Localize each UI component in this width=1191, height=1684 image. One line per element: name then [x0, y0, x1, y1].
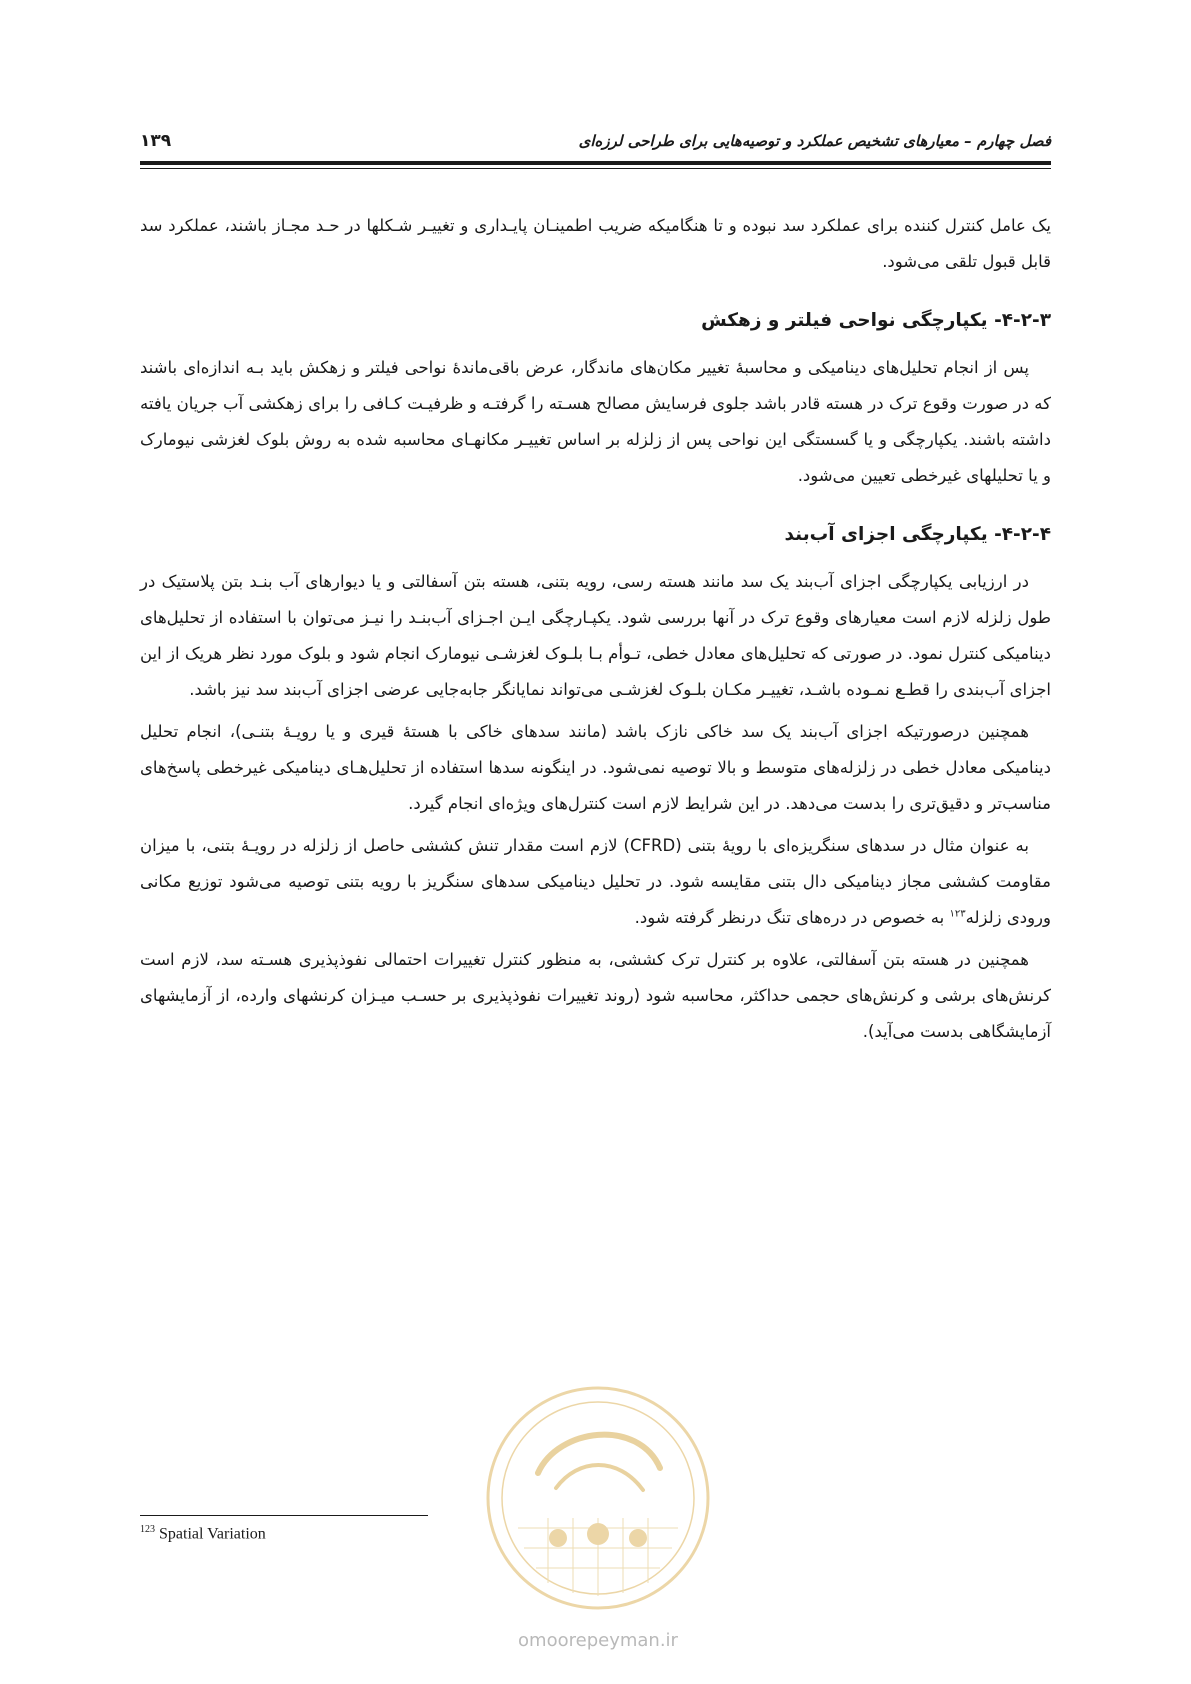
footnote-divider [140, 1515, 428, 1516]
footnote [140, 1524, 266, 1543]
page-number: ۱۳۹ [140, 131, 172, 151]
paragraph: همچنین درصورتیکه اجزای آب‌بند یک سد خاکی نازک باشد (مانند سدهای خاکی با هستهٔ قیری و یا رویـهٔ بتنـی)، انجام تحلیل دینامیکی معادل خطی در زلزله‌های متوسط و بالا توصیه نمی‌شود. در اینگونه سدها استفاده از تحلیل‌هـای دینامیکی غیرخطی پاسخ‌های مناسب‌تر و دقیق‌تری را بدست می‌دهد. در این شرایط لازم است کنترل‌های ویژه‌ای انجام گیرد. [140, 722, 1051, 813]
section-heading-impervious-elements: ۴-۲-۴- یکپارچگی اجزای آب‌بند [784, 524, 1051, 545]
header-rule [140, 161, 1051, 165]
paragraph-text: به عنوان مثال در سدهای سنگریزه‌ای با رویهٔ بتنی (CFRD) لازم است مقدار تنش کششی حاصل از زلزله در رویـهٔ بتنی، با میزان مقاومت کششی مجاز دینامیکی دال بتنی مقایسه شود. در تحلیل دینامیکی سدهای سنگریز با رویه بتنی توصیه می‌شود توزیع مکانی ورودی زلزله [140, 836, 1051, 927]
footnote-number: 123 [140, 1524, 155, 1535]
footnote-text: Spatial Variation [159, 1525, 266, 1543]
paragraph-text: به خصوص در دره‌های تنگ درنظر گرفته شود. [634, 908, 950, 927]
section-heading-filter-drain: ۴-۲-۳- یکپارچگی نواحی فیلتر و زهکش [701, 310, 1051, 331]
header-rule-thin [140, 168, 1051, 169]
paragraph-with-footnote [140, 828, 1051, 936]
watermark-site: omoorepeyman.ir [518, 1630, 678, 1651]
running-title: فصل چهارم – معیارهای تشخیص عملکرد و توصیه‌هایی برای طراحی لرزه‌ای [578, 132, 1051, 150]
paragraph: پس از انجام تحلیل‌های دینامیکی و محاسبهٔ تغییر مکان‌های ماندگار، عرض باقی‌ماندهٔ نواحی فیلتر و زهکش باید بـه اندازه‌ای باشند که در صورت وقوع ترک در هسته قادر باشد جلوی فرسایش مصالح هسـته را گرفتـه و ظرفیـت کـافی را برای زهکشی آب جریان یافته داشته باشند. یکپارچگی و یا گسستگی این نواحی پس از زلزله بر اساس تغییـر مکانهـای محاسبه شده به روش بلوک لغزشی نیومارک و یا تحلیلهای غیرخطی تعیین می‌شود. [140, 358, 1051, 485]
watermark-seal-icon [478, 1378, 718, 1618]
paragraph-continued: یک عامل کنترل کننده برای عملکرد سد نبوده و تا هنگامیکه ضریب اطمینـان پایـداری و تغییـر شـکلها در حـد مجـاز باشند، عملکرد سد قابل قبول تلقی می‌شود. [140, 216, 1051, 271]
page-body [140, 208, 1051, 1056]
page-header [140, 128, 1051, 154]
paragraph: در ارزیابی یکپارچگی اجزای آب‌بند یک سد مانند هسته رسی، رویه بتنی، هسته بتن آسفالتی و یا دیوارهای آب بنـد بتن پلاستیک در طول زلزله لازم است معیارهای وقوع ترک در آنها بررسی شود. یکپـارچگی ایـن اجـزای آب‌بنـد را نیـز می‌توان با استفاده از تحلیل‌های دینامیکی کنترل نمود. در صورتی که تحلیل‌های معادل خطی، تـوأم بـا بلـوک لغزشـی نیومارک انجام شود و بلوک مورد نظر هریک از این اجزای آب‌بندی را قطـع نمـوده باشـد، تغییـر مکـان بلـوک لغزشـی می‌تواند نمایانگر جابه‌جایی عرضی اجزای آب‌بند سد نیز باشد. [140, 572, 1051, 699]
paragraph: همچنین در هسته بتن آسفالتی، علاوه بر کنترل ترک کششی، به منظور کنترل تغییرات احتمالی نفوذپذیری هسـته سد، لازم است کرنش‌های برشی و کرنش‌های حجمی حداکثر، محاسبه شود (روند تغییرات نفوذپذیری بر حسـب میـزان کرنشهای وارده، از آزمایشهای آزمایشگاهی بدست می‌آید). [140, 950, 1051, 1041]
footnote-reference[interactable]: ۱۲۳ [949, 908, 966, 920]
